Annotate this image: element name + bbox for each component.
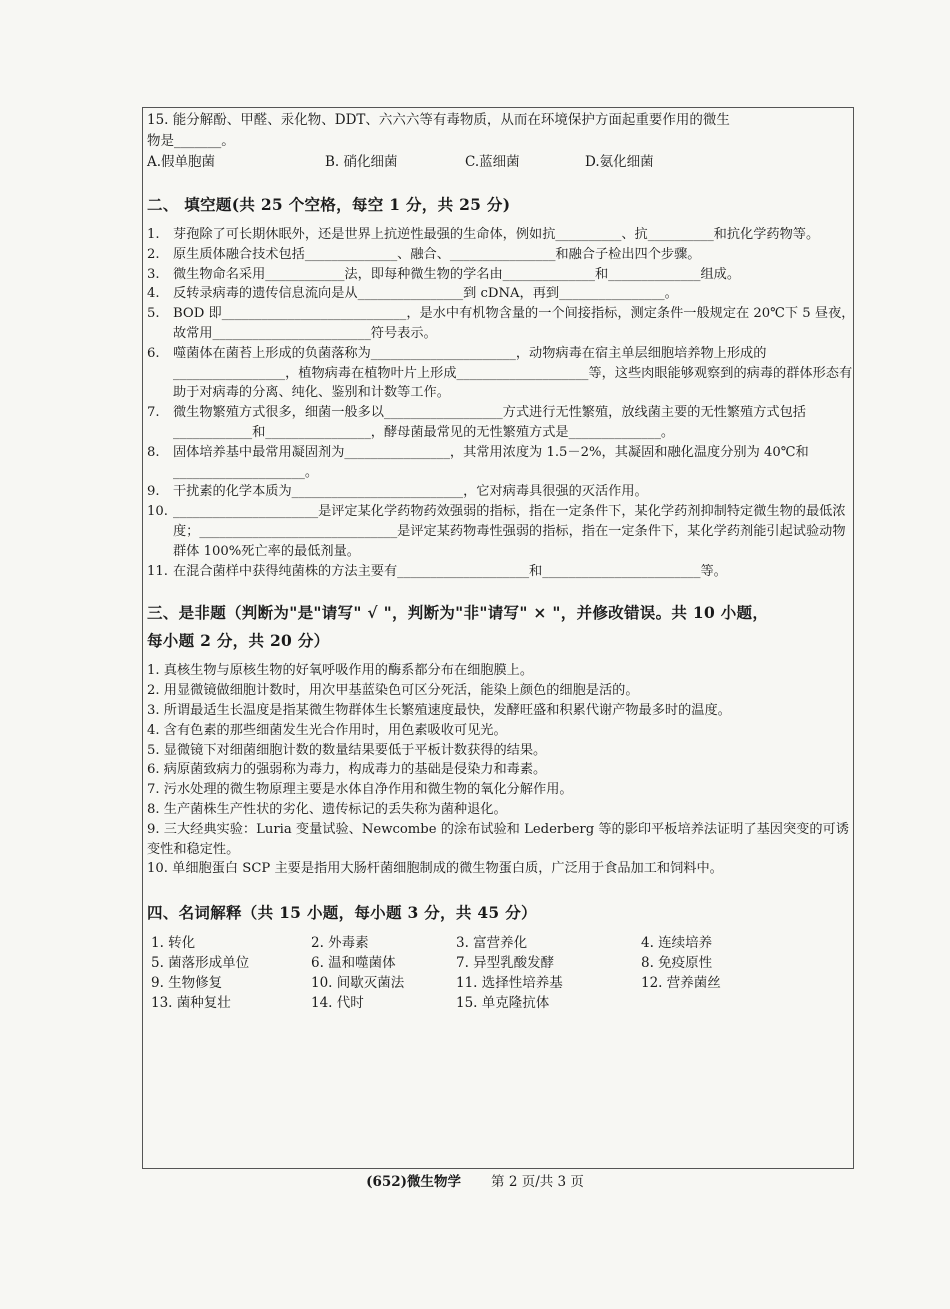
option-a: A.假单胞菌 — [147, 154, 216, 170]
fill-item — [147, 245, 855, 265]
fill-item — [147, 443, 855, 483]
fill-item-number: 11. — [147, 563, 168, 579]
fill-item-number: 3. — [147, 266, 160, 282]
tf-item: 5. 显微镜下对细菌细胞计数的数量结果要低于平板计数获得的结果。 — [147, 742, 547, 758]
term-item: 10. 间歇灭菌法 — [311, 975, 405, 992]
fill-blank-list — [147, 225, 855, 581]
fill-item — [147, 265, 855, 285]
fill-item-number: 7. — [147, 405, 160, 421]
fill-item-text: 微生物命名采用____________法，即每种微生物的学名由______________和______________组成。 — [173, 266, 741, 282]
fill-item-number: 5. — [147, 306, 160, 322]
fill-item — [147, 284, 855, 304]
section3-title-line1: 三、是非题（判断为"是"请写" √ "，判断为"非"请写" × "，并修改错误。共 10 小题， — [147, 603, 769, 623]
fill-item-text: 芽孢除了可长期休眠外，还是世界上抗逆性最强的生命体，例如抗__________、抗__________和抗化学药物等。 — [173, 227, 820, 242]
fill-item — [147, 225, 855, 245]
tf-item: 9. 三大经典实验：Luria 变量试验、Newcombe 的涂布试验和 Lederberg 等的影印平板培养法证明了基因突变的可诱变性和稳定性。 — [147, 821, 849, 857]
term-item: 11. 选择性培养基 — [456, 975, 563, 992]
fill-item-number: 9. — [147, 484, 160, 500]
term-item: 12. 营养菌丝 — [641, 975, 721, 992]
tf-item: 8. 生产菌株生产性状的劣化、遗传标记的丢失称为菌种退化。 — [147, 801, 507, 817]
true-false-list — [147, 661, 855, 879]
term-item: 4. 连续培养 — [641, 935, 713, 952]
tf-item: 7. 污水处理的微生物原理主要是水体自净作用和微生物的氧化分解作用。 — [147, 782, 573, 798]
term-item: 9. 生物修复 — [151, 975, 223, 992]
term-item: 5. 菌落形成单位 — [151, 955, 250, 972]
fill-item — [147, 403, 855, 443]
fill-item-number: 10. — [147, 504, 168, 520]
term-item: 1. 转化 — [151, 935, 196, 952]
term-item: 7. 异型乳酸发酵 — [456, 955, 555, 972]
footer-page-number: 第 2 页/共 3 页 — [491, 1174, 584, 1190]
term-item: 3. 富营养化 — [456, 935, 528, 952]
section3-title-line2: 每小题 2 分，共 20 分） — [147, 631, 330, 651]
term-item — [641, 993, 801, 1013]
fill-item — [147, 304, 855, 344]
fill-item-number: 6. — [147, 345, 160, 361]
term-item: 13. 菌种复壮 — [151, 995, 231, 1012]
tf-item: 4. 含有色素的那些细菌发生光合作用时，用色素吸收可见光。 — [147, 722, 507, 738]
option-d: D.氨化细菌 — [585, 154, 654, 170]
fill-item-text: BOD 即____________________________，是水中有机物含量的一个间接指标，测定条件一般规定在 20℃下 5 昼夜，故常用________________________符号表示。 — [173, 306, 855, 341]
fill-item-text: 干扰素的化学本质为__________________________，它对病毒具很强的灭活作用。 — [173, 484, 648, 500]
section2-title: 二、 填空题(共 25 个空格，每空 1 分，共 25 分) — [147, 195, 511, 214]
term-item: 6. 温和噬菌体 — [311, 955, 396, 972]
fill-item-text: 反转录病毒的遗传信息流向是从________________到 cDNA，再到________________。 — [173, 286, 678, 302]
fill-item — [147, 562, 855, 582]
term-grid — [151, 933, 855, 1013]
q15-line2: 物是_______。 — [147, 133, 235, 149]
tf-item: 10. 单细胞蛋白 SCP 主要是指用大肠杆菌细胞制成的微生物蛋白质，广泛用于食品加工和饲料中。 — [147, 861, 723, 877]
option-b: B. 硝化细菌 — [325, 154, 398, 170]
fill-item — [147, 502, 855, 561]
fill-item-text: ______________________是评定某化学药物药效强弱的指标，指在一定条件下，某化学药剂抑制特定微生物的最低浓度；______________________________是评定某药物毒性强弱的指标，指在一定条件下，某化学药剂能引起试验动物群体 100%死亡率的最低剂量。 — [173, 504, 846, 559]
term-item: 2. 外毒素 — [311, 935, 369, 952]
tf-item: 6. 病原菌致病力的强弱称为毒力，构成毒力的基础是侵染力和毒素。 — [147, 762, 547, 778]
fill-item-number: 2. — [147, 246, 160, 262]
fill-item-text: 微生物繁殖方式很多，细菌一般多以__________________方式进行无性繁殖，放线菌主要的无性繁殖方式包括____________和________________，酵母菌最常见的无性繁殖方式是______________。 — [173, 405, 806, 440]
page-footer — [0, 1170, 950, 1190]
fill-item-number: 8. — [147, 444, 160, 460]
term-item: 8. 免疫原性 — [641, 955, 713, 972]
fill-item-text: 固体培养基中最常用凝固剂为________________，其常用浓度为 1.5－2%，其凝固和融化温度分别为 40℃和____________________。 — [173, 444, 809, 480]
section4-title: 四、名词解释（共 15 小题，每小题 3 分，共 45 分） — [147, 903, 537, 923]
fill-item-text: 噬菌体在菌苔上形成的负菌落称为______________________，动物病毒在宿主单层细胞培养物上形成的_________________，植物病毒在植物叶片上形成____________________等，这些肉眼能够观察到的病毒的群体形态有助于对病毒的分离、纯化、鉴别和计数等工作。 — [173, 345, 853, 401]
fill-item-number: 1. — [147, 227, 160, 242]
option-c: C.蓝细菌 — [465, 154, 520, 170]
exam-content — [147, 110, 855, 1013]
term-item: 14. 代时 — [311, 995, 364, 1012]
fill-item-number: 4. — [147, 286, 160, 302]
tf-item: 2. 用显微镜做细胞计数时，用次甲基蓝染色可区分死活，能染上颜色的细胞是活的。 — [147, 683, 639, 699]
term-item: 15. 单克隆抗体 — [456, 995, 550, 1012]
fill-item-text: 原生质体融合技术包括______________、融合、________________和融合子检出四个步骤。 — [173, 246, 701, 262]
fill-item-text: 在混合菌样中获得纯菌株的方法主要有____________________和________________________等。 — [173, 563, 727, 579]
tf-item: 1. 真核生物与原核生物的好氧呼吸作用的酶系都分布在细胞膜上。 — [147, 663, 534, 679]
footer-course: (652)微生物学 — [366, 1174, 462, 1190]
question-15 — [147, 110, 855, 173]
fill-item — [147, 344, 855, 403]
tf-item: 3. 所谓最适生长温度是指某微生物群体生长繁殖速度最快，发酵旺盛和积累代谢产物最多时的温度。 — [147, 702, 731, 718]
fill-item — [147, 482, 855, 502]
q15-line1: 15. 能分解酚、甲醛、汞化物、DDT、六六六等有毒物质，从而在环境保护方面起重要作用的微生 — [147, 112, 730, 128]
q15-options — [147, 152, 855, 173]
